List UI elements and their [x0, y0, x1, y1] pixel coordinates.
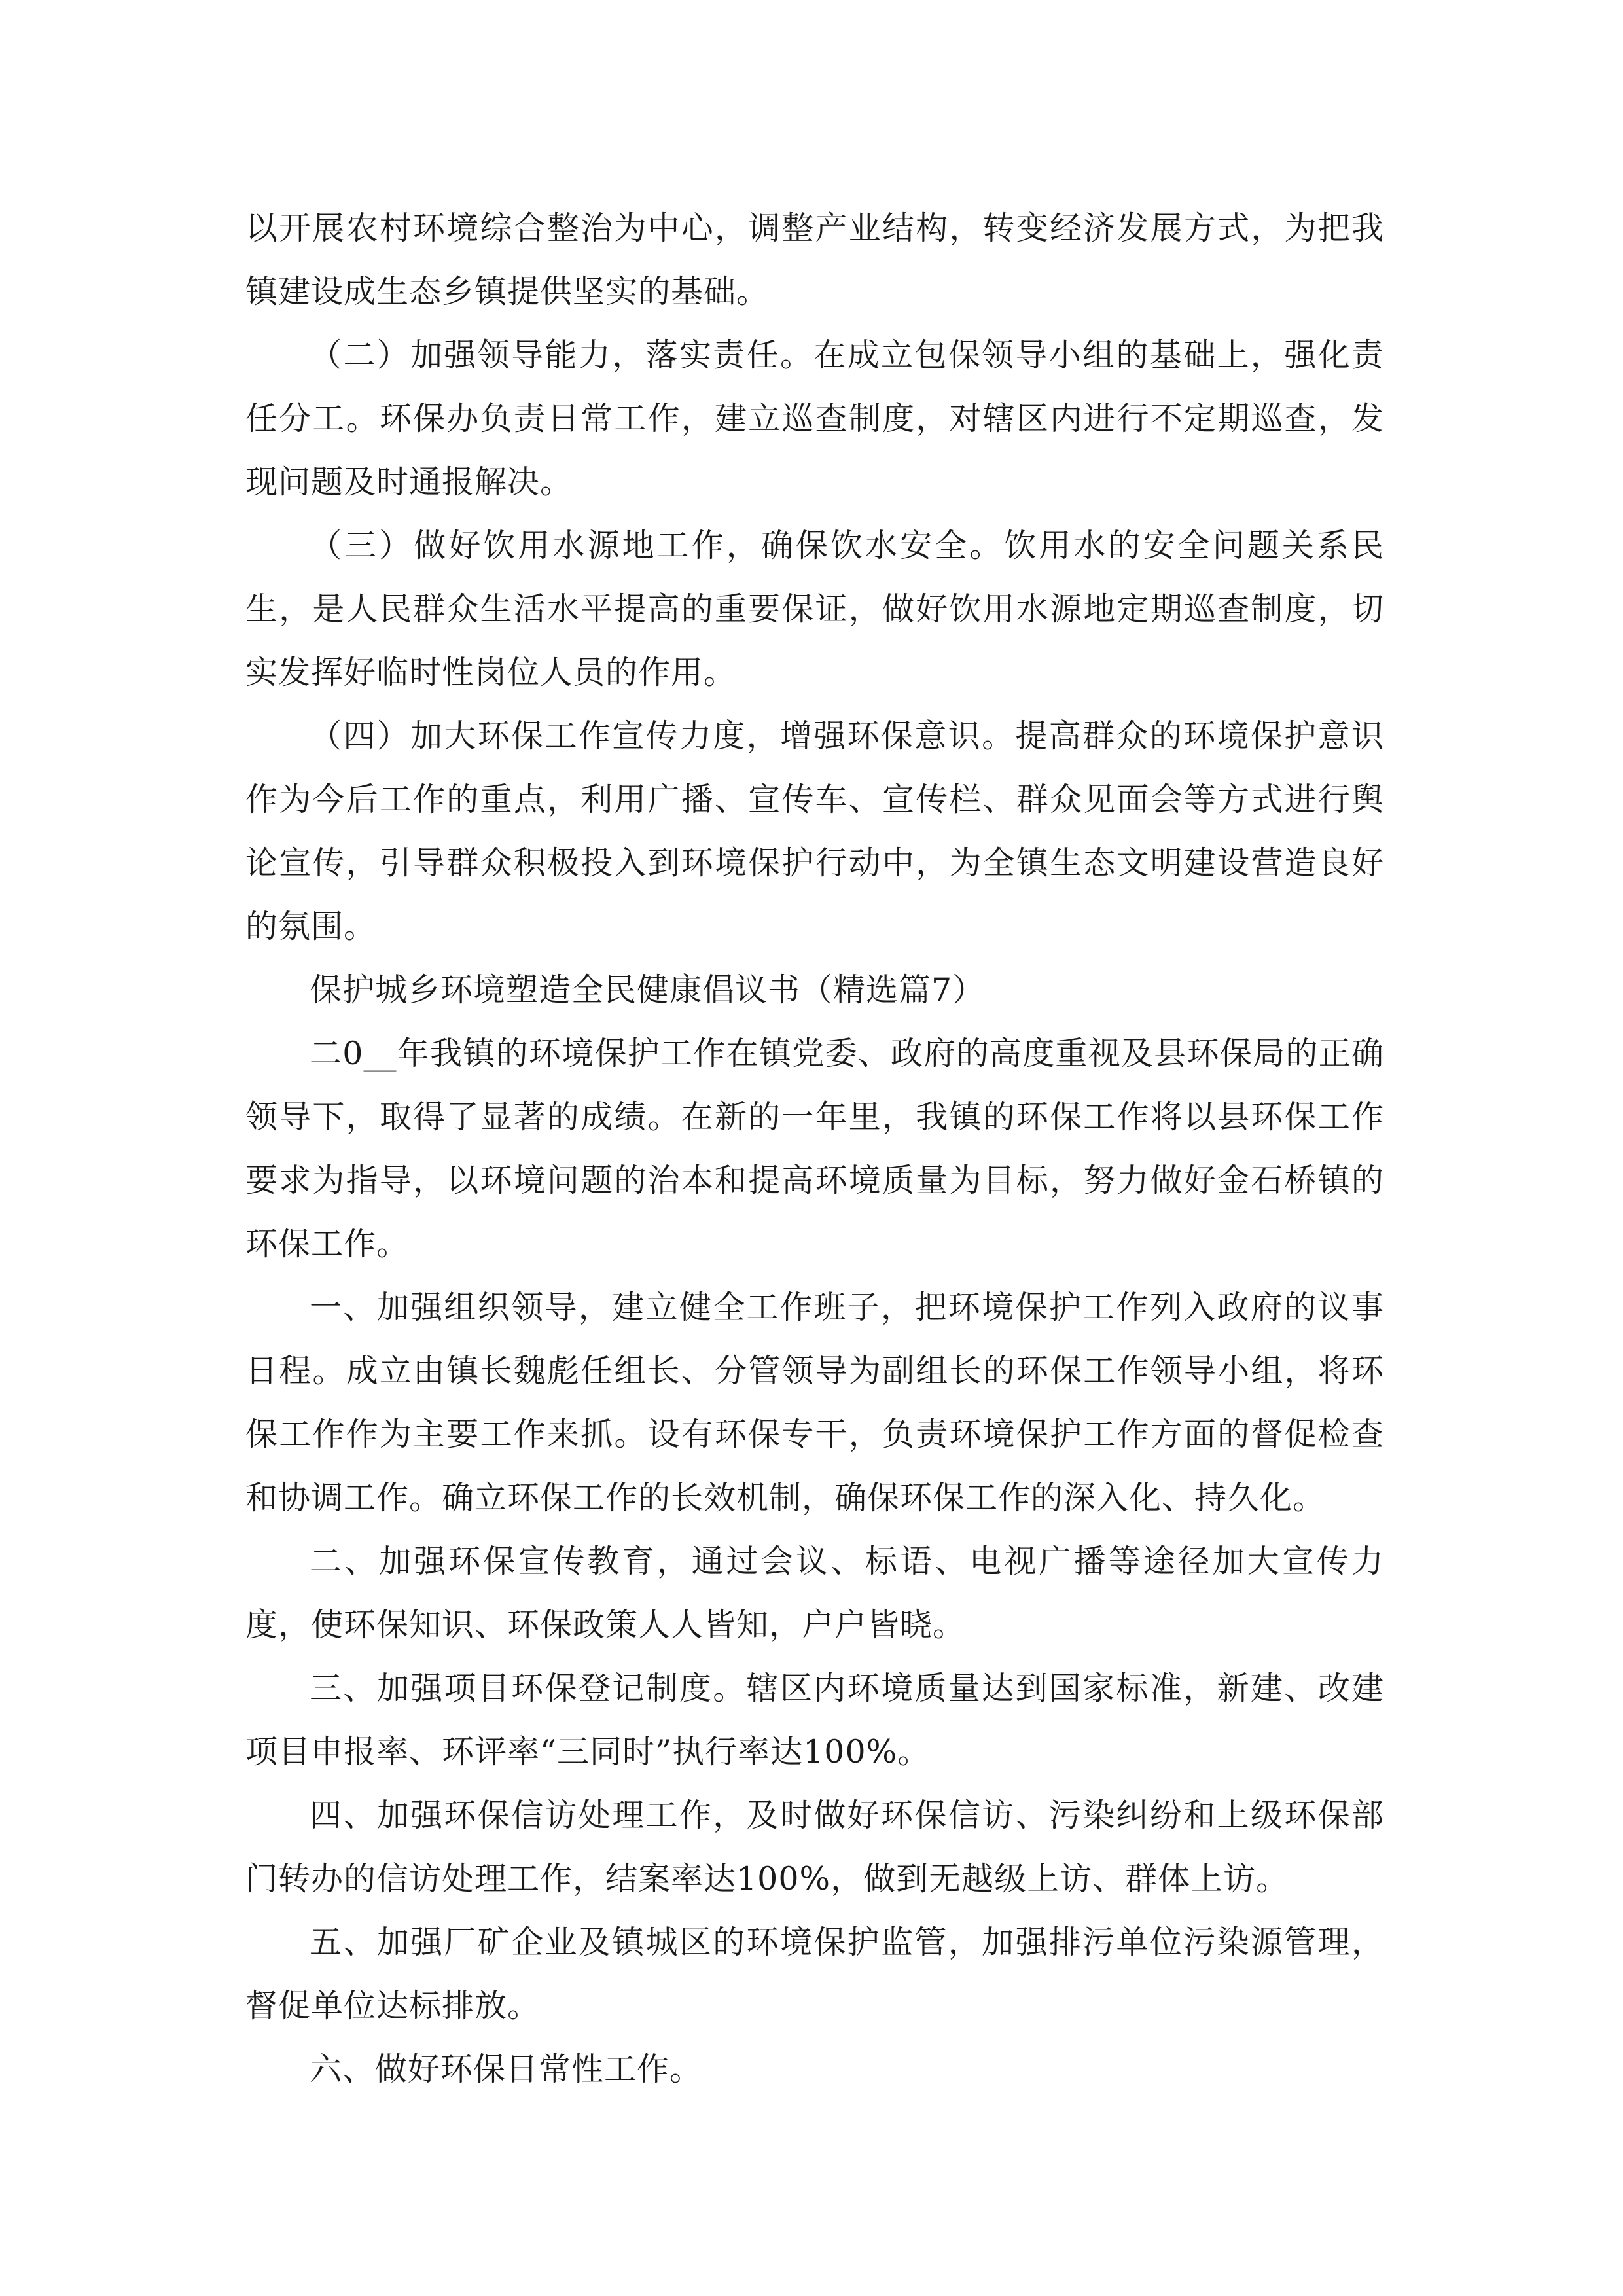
paragraph-section-2: （二）加强领导能力，落实责任。在成立包保领导小组的基础上，强化责任分工。环保办负责日常工作，建立巡查制度，对辖区内进行不定期巡查，发现问题及时通报解决。 — [245, 336, 1384, 501]
paragraph-item-1: 一、加强组织领导，建立健全工作班子，把环境保护工作列入政府的议事日程。成立由镇长魏彪任组长、分管领导为副组长的环保工作领导小组，将环保工作作为主要工作来抓。设有环保专干，负责环境保护工作方面的督促检查和协调工作。确立环保工作的长效机制，确保环保工作的深入化、持久化。 — [245, 1289, 1384, 1516]
paragraph-item-6: 六、做好环保日常性工作。 — [310, 2051, 703, 2088]
paragraph-intro: 二0__年我镇的环境保护工作在镇党委、政府的高度重视及县环保局的正确领导下，取得了显著的成绩。在新的一年里，我镇的环保工作将以县环保工作要求为指导，以环境问题的治本和提高环境质量为目标，努力做好金石桥镇的环保工作。 — [245, 1035, 1384, 1263]
document-page — [245, 196, 1384, 2101]
paragraph-item-2: 二、加强环保宣传教育，通过会议、标语、电视广播等途径加大宣传力度，使环保知识、环保政策人人皆知，户户皆晓。 — [245, 1543, 1384, 1643]
section-heading: 保护城乡环境塑造全民健康倡议书（精选篇7） — [310, 971, 986, 1009]
paragraph-item-4: 四、加强环保信访处理工作，及时做好环保信访、污染纠纷和上级环保部门转办的信访处理工作，结案率达100%，做到无越级上访、群体上访。 — [245, 1797, 1384, 1897]
paragraph-continuation: 以开展农村环境综合整治为中心，调整产业结构，转变经济发展方式，为把我镇建设成生态乡镇提供坚实的基础。 — [245, 209, 1384, 310]
paragraph-section-3: （三）做好饮用水源地工作，确保饮水安全。饮用水的安全问题关系民生，是人民群众生活水平提高的重要保证，做好饮用水源地定期巡查制度，切实发挥好临时性岗位人员的作用。 — [245, 527, 1384, 691]
paragraph-section-4: （四）加大环保工作宣传力度，增强环保意识。提高群众的环境保护意识作为今后工作的重点，利用广播、宣传车、宣传栏、群众见面会等方式进行舆论宣传，引导群众积极投入到环境保护行动中，为全镇生态文明建设营造良好的氛围。 — [245, 717, 1384, 945]
paragraph-item-3: 三、加强项目环保登记制度。辖区内环境质量达到国家标准，新建、改建项目申报率、环评率“三同时”执行率达100%。 — [245, 1670, 1384, 1770]
paragraph-item-5: 五、加强厂矿企业及镇城区的环境保护监管，加强排污单位污染源管理，督促单位达标排放。 — [245, 1924, 1384, 2024]
